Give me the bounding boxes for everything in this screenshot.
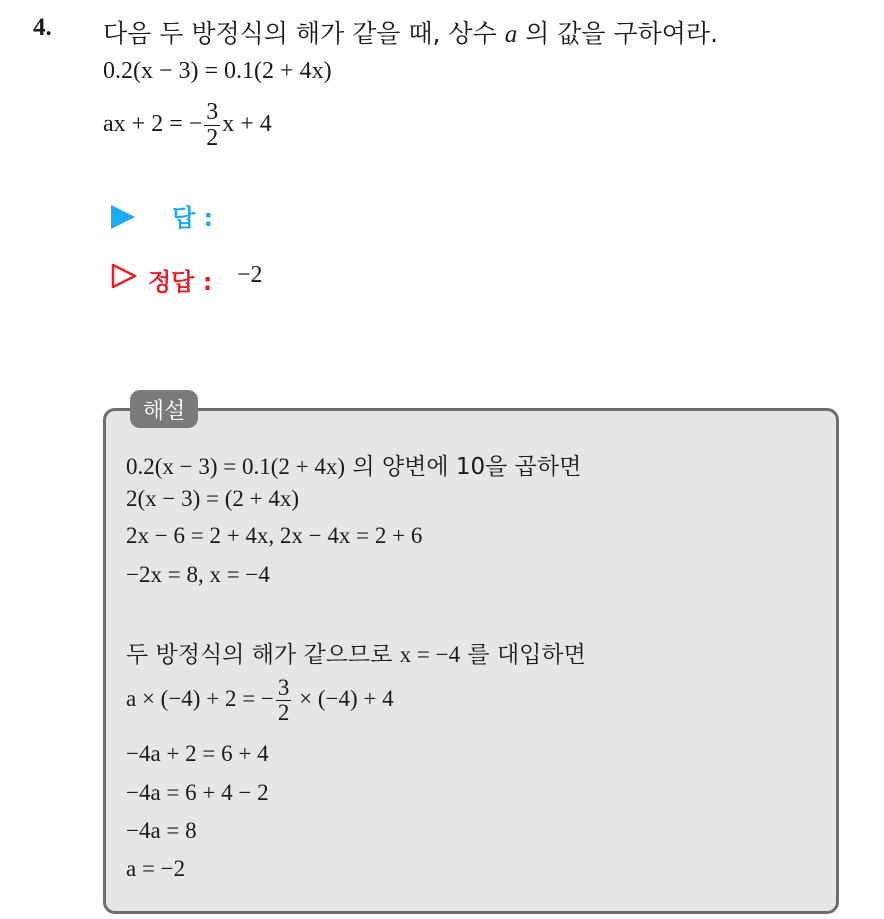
correct-answer-label: 정답 : <box>148 268 213 296</box>
solution-line-5-text-a: 두 방정식의 해가 같으므로 <box>126 642 400 668</box>
solution-line-1 <box>126 448 581 481</box>
solution-line-6 <box>126 676 394 725</box>
answer-label: 답 : <box>172 204 214 232</box>
equation-1: 0.2(x − 3) = 0.1(2 + 4x) <box>103 58 332 84</box>
solution-line-6-fraction <box>276 676 292 725</box>
solution-line-7: −4a + 2 = 6 + 4 <box>126 741 269 766</box>
solution-line-6-numerator: 3 <box>277 675 290 700</box>
solution-line-5 <box>126 636 586 669</box>
correct-answer-value: −2 <box>237 262 263 288</box>
solution-line-5-text-b: 를 대입하면 <box>460 642 586 668</box>
solution-line-6-left: a × (−4) + 2 = − <box>126 685 274 711</box>
question-number: 4. <box>33 14 52 41</box>
solution-line-1-math: 0.2(x − 3) = 0.1(2 + 4x) <box>126 454 346 479</box>
equation-2-left: ax + 2 = − <box>103 111 203 138</box>
question-text-a: 다음 두 방정식의 해가 같을 때, 상수 <box>103 19 505 48</box>
solution-line-6-right: × (−4) + 4 <box>293 685 394 711</box>
solution-line-4: −2x = 8, x = −4 <box>126 562 270 587</box>
question-text-b: 의 값을 구하여라. <box>517 19 719 48</box>
solution-line-9: −4a = 8 <box>126 818 197 843</box>
answer-triangle-icon <box>111 205 135 229</box>
solution-line-1-text: 의 양변에 10을 곱하면 <box>345 454 582 480</box>
solution-line-6-denominator: 2 <box>277 700 290 726</box>
equation-2-denominator: 2 <box>206 125 219 152</box>
solution-tag: 해설 <box>130 390 198 428</box>
solution-line-8: −4a = 6 + 4 − 2 <box>126 780 269 805</box>
solution-line-2: 2(x − 3) = (2 + 4x) <box>126 486 300 511</box>
solution-line-3: 2x − 6 = 2 + 4x, 2x − 4x = 2 + 6 <box>126 523 423 548</box>
correct-triangle-outline-icon <box>110 262 138 290</box>
equation-2-numerator: 3 <box>206 99 219 125</box>
solution-line-10: a = −2 <box>126 856 186 881</box>
question-variable: a <box>504 21 518 48</box>
equation-2-fraction <box>204 100 220 151</box>
equation-2 <box>103 100 272 151</box>
solution-line-5-math: x = −4 <box>399 642 461 667</box>
question-text <box>103 14 718 50</box>
equation-2-right: x + 4 <box>222 111 272 138</box>
